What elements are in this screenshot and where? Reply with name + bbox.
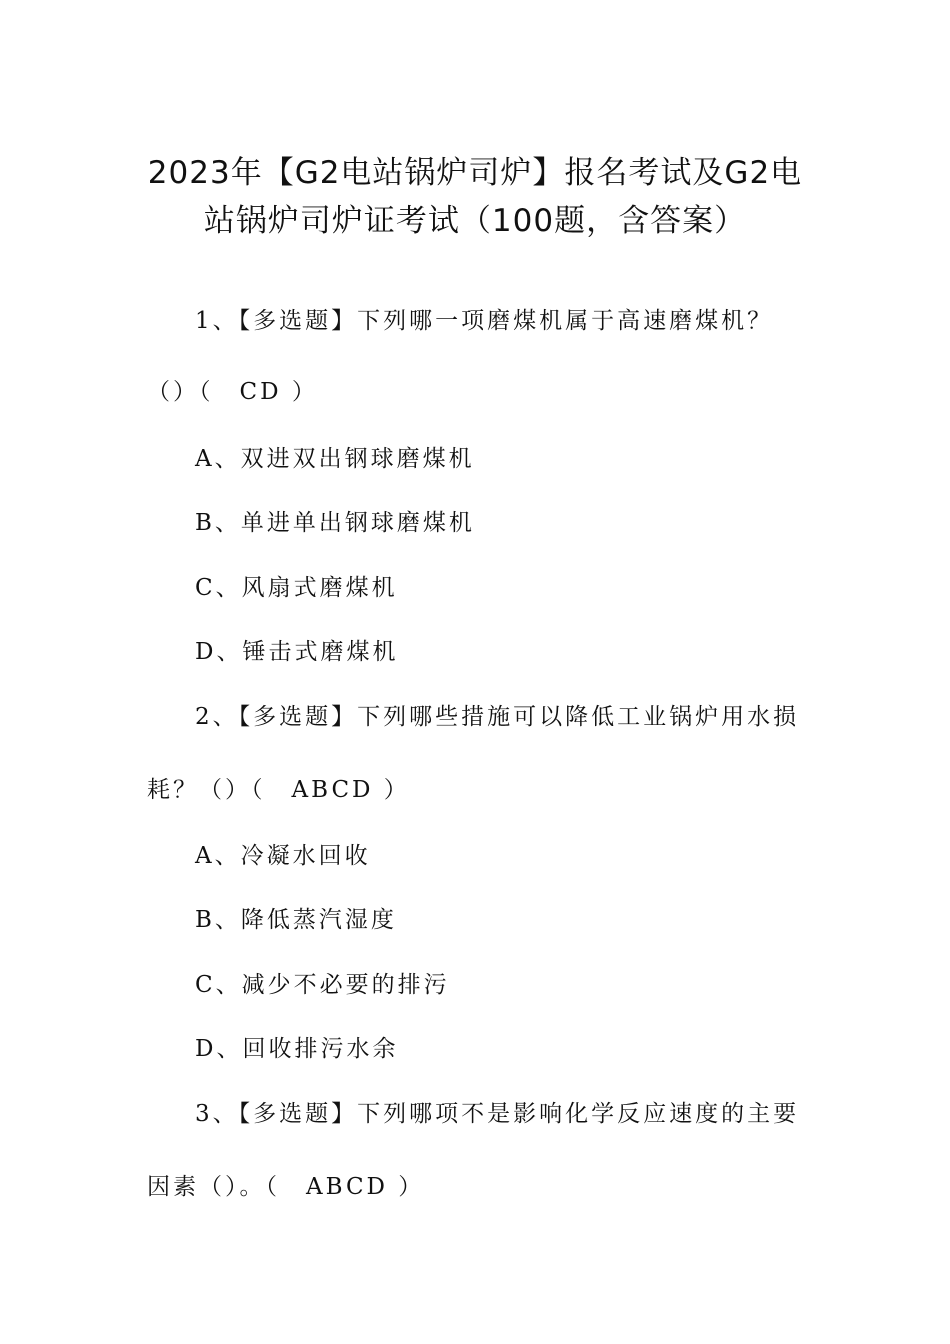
question-2-stem: 2、【多选题】下列哪些措施可以降低工业锅炉用水损: [195, 704, 800, 730]
question-1-option-b: B、单进单出钢球磨煤机: [195, 510, 475, 536]
question-2-option-b: B、降低蒸汽湿度: [195, 907, 397, 933]
question-2-option-c: C、减少不必要的排污: [195, 972, 450, 998]
title-line-2: 站锅炉司炉证考试（100题，含答案）: [203, 202, 747, 239]
question-2-option-d: D、回收排污水余: [195, 1036, 399, 1062]
question-3-stem: 3、【多选题】下列哪项不是影响化学反应速度的主要: [195, 1101, 800, 1127]
question-1-option-c: C、风扇式磨煤机: [195, 575, 398, 601]
question-1-option-d: D、锤击式磨煤机: [195, 639, 399, 665]
document-title: [0, 149, 950, 245]
title-line-1: 2023年【G2电站锅炉司炉】报名考试及G2电: [147, 154, 803, 191]
question-2-answer: 耗？（）（ ABCD ）: [147, 777, 410, 803]
question-2-option-a: A、冷凝水回收: [195, 843, 371, 869]
question-3-answer: 因素（）。（ ABCD ）: [147, 1174, 425, 1200]
question-1-option-a: A、双进双出钢球磨煤机: [195, 446, 475, 472]
question-1-answer: （）（ CD ）: [147, 379, 318, 405]
question-1-stem: 1、【多选题】下列哪一项磨煤机属于高速磨煤机？: [195, 308, 774, 334]
